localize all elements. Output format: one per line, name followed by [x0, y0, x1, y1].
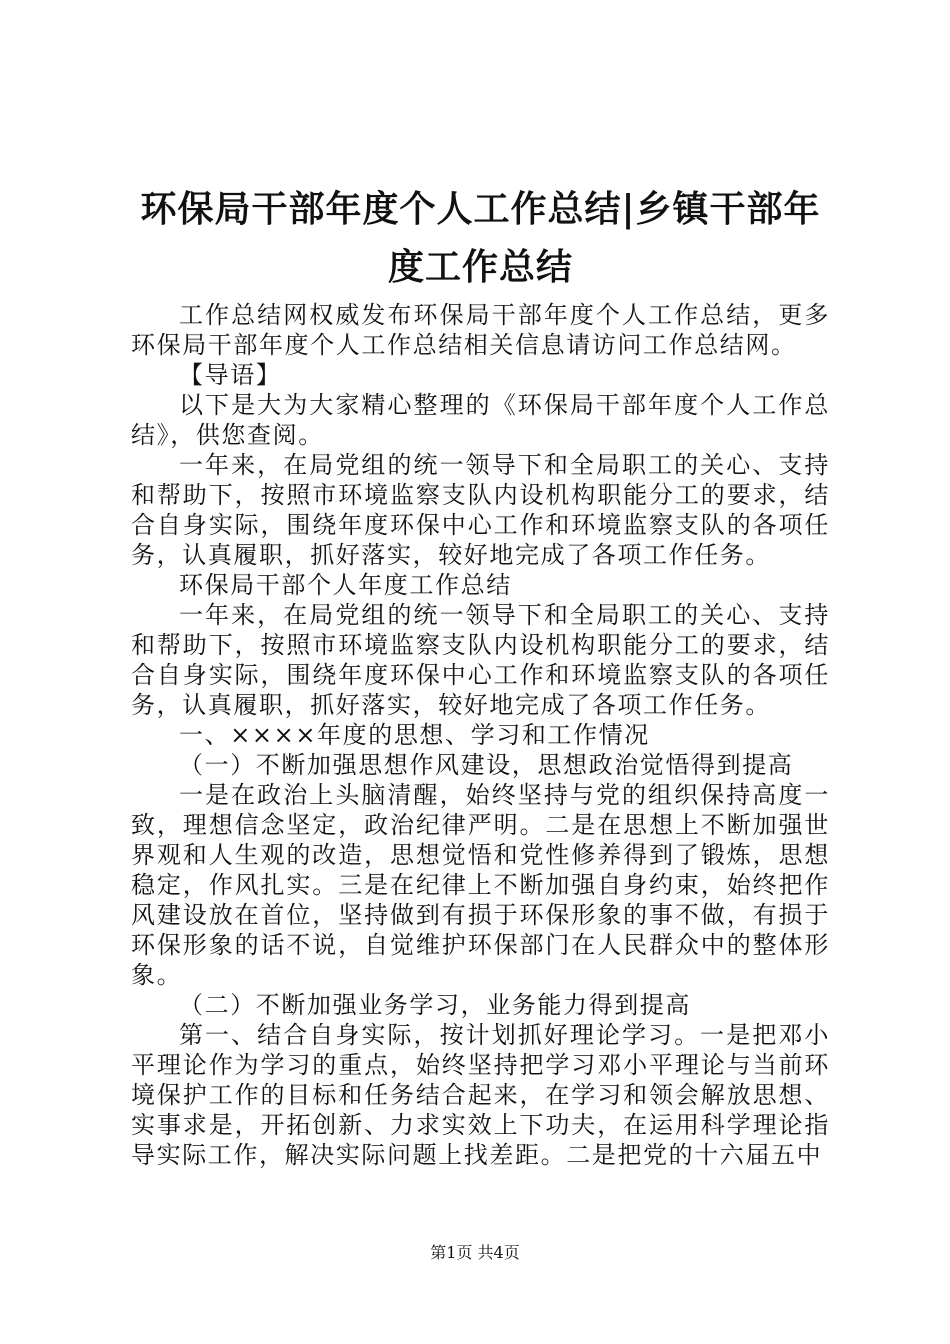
- page-footer: 第1页 共4页: [430, 1243, 520, 1262]
- paragraph-study: 第一、结合自身实际，按计划抓好理论学习。一是把邓小平理论作为学习的重点，始终坚持把学习邓小平理论与当前环境保护工作的目标和任务结合起来，在学习和领会解放思想、实事求是，开拓创新、力求实效上下功夫，在运用科学理论指导实际工作，解决实际问题上找差距。二是把党的十六届五中: [131, 1021, 830, 1169]
- paragraph-summary-repeat: 一年来，在局党组的统一领导下和全局职工的关心、支持和帮助下，按照市环境监察支队内设机构职能分工的要求，结合自身实际，围绕年度环保中心工作和环境监察支队的各项任务，认真履职，抓好落实，较好地完成了各项工作任务。: [131, 601, 830, 719]
- paragraph-subtitle: 环保局干部个人年度工作总结: [179, 571, 512, 599]
- paragraph-guide-heading: 【导语】: [179, 361, 282, 389]
- document-title: 环保局干部年度个人工作总结|乡镇干部年度工作总结: [140, 188, 821, 288]
- paragraph-ideology: 一是在政治上头脑清醒，始终坚持与党的组织保持高度一致，理想信念坚定，政治纪律严明。二是在思想上不断加强世界观和人生观的改造，思想觉悟和党性修养得到了锻炼，思想稳定，作风扎实。三是在纪律上不断加强自身约束，始终把作风建设放在首位，坚持做到有损于环保形象的事不做，有损于环保形象的话不说，自觉维护环保部门在人民群众中的整体形象。: [131, 781, 830, 989]
- document-body: [131, 300, 830, 1170]
- subsection-heading-2: （二）不断加强业务学习，业务能力得到提高: [179, 991, 691, 1019]
- subsection-heading-1: （一）不断加强思想作风建设，思想政治觉悟得到提高: [179, 751, 794, 779]
- paragraph-intro: 工作总结网权威发布环保局干部年度个人工作总结，更多环保局干部年度个人工作总结相关信息请访问工作总结网。: [131, 301, 830, 359]
- paragraph-summary: 一年来，在局党组的统一领导下和全局职工的关心、支持和帮助下，按照市环境监察支队内设机构职能分工的要求，结合自身实际，围绕年度环保中心工作和环境监察支队的各项任务，认真履职，抓好落实，较好地完成了各项工作任务。: [131, 451, 830, 569]
- section-heading-1: 一、××××年度的思想、学习和工作情况: [179, 721, 650, 749]
- paragraph-guide: 以下是大为大家精心整理的《环保局干部年度个人工作总结》，供您查阅。: [131, 391, 830, 449]
